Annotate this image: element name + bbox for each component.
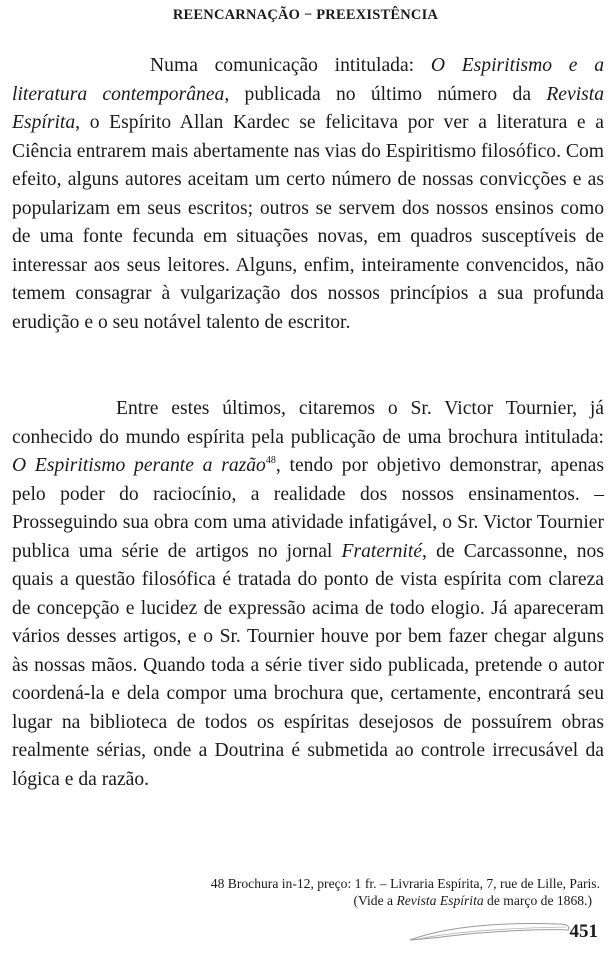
footnote-journal-italic: Revista Espírita: [396, 892, 484, 908]
paragraph-1: [12, 52, 604, 337]
p1-title-italic: O Espiritismo e a literatura contemporânea: [12, 55, 604, 105]
p1-journal-italic: Revista Espírita: [12, 83, 604, 133]
footnote-line-2: [140, 893, 600, 910]
p2-text-1: Entre estes últimos, citaremos o Sr. Victor Tournier, já conhecido do mundo espírita pela publicação de uma brochura intitulada:: [12, 398, 604, 448]
footnote-reference: 48: [265, 455, 276, 466]
p1-text-2: , publicada no último número da: [224, 83, 547, 105]
page-number: 451: [569, 921, 598, 942]
p2-text-3: , de Carcassonne, nos quais a questão filosófica é tratada do ponto de vista espírita com clareza de concepção e lucidez de expressão acima de todo elogio. Já apareceram vários desses artigos, e o Sr. Tournier houve por bem fazer chegar alguns às nossas mãos. Quando toda a série tiver sido publicada, pretende o autor coordená-la e dela compor uma brochura que, certamente, encontrará seu lugar na biblioteca de todos os espíritas desejosos de possuírem obras realmente sérias, onde a Doutrina é submetida ao controle irrecusável da lógica e da razão.: [12, 540, 604, 790]
p1-text-3: , o Espírito Allan Kardec se felicitava por ver a literatura e a Ciência entrarem mais abertamente nas vias do Espiritismo filosófico. Com efeito, alguns autores aceitam um certo número de nossas convicções e as popularizam em seus escritos; outros se servem dos nossos ensinos como de uma fonte fecunda em situações novas, em quadros susceptíveis de interessar aos seus leitores. Alguns, enfim, inteiramente convencidos, não temem consagrar à vulgarização dos nossos princípios a sua profunda erudição e o seu notável talento de escritor.: [12, 112, 605, 333]
p1-text-1: Numa comunicação intitulada:: [150, 55, 431, 76]
decorative-flourish: [408, 920, 573, 942]
p2-text-2: , tendo por objetivo demonstrar, apenas pelo poder do raciocínio, a realidade dos nossos ensinamentos. – Prosseguindo sua obra com uma atividade infatigável, o Sr. Victor Tournier publica uma série de artigos no jornal: [12, 455, 604, 562]
footnote-line-2-pre: (Vide a: [353, 892, 397, 908]
footnote: [140, 876, 600, 909]
footnote-line-1: 48 Brochura in-12, preço: 1 fr. – Livraria Espírita, 7, rue de Lille, Paris.: [210, 876, 600, 891]
running-header: REENCARNAÇÃO − PREEXISTÊNCIA: [172, 7, 439, 23]
footnote-line-2-post: de março de 1868.): [483, 892, 592, 908]
paragraph-2: [12, 395, 604, 794]
p2-title-italic: O Espiritismo perante a razão: [12, 455, 266, 476]
p2-journal-italic: Fraternité: [341, 540, 423, 562]
